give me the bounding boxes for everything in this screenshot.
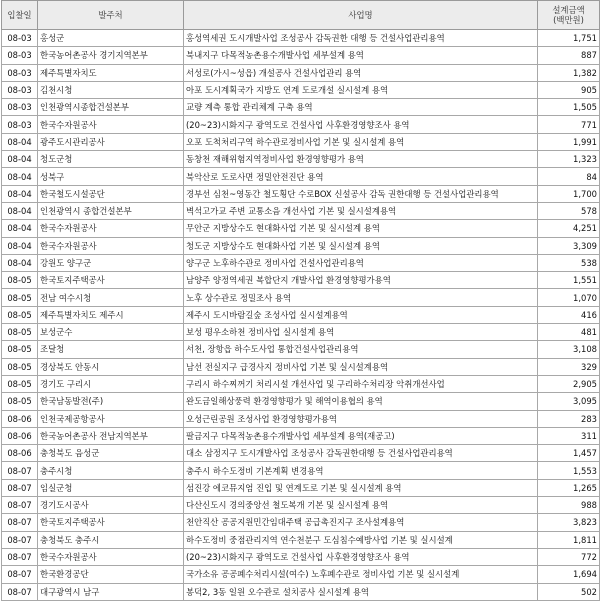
project-cell: 북내지구 다목적농촌용수개발사업 세부설계 용역 [184, 47, 538, 64]
org-cell: 전남 여수시청 [38, 289, 184, 306]
table-row [2, 375, 600, 392]
project-cell: 서천, 장항읍 하수도사업 통합건설사업관리용역 [184, 341, 538, 358]
table-row [2, 237, 600, 254]
amount-cell: 416 [538, 306, 600, 323]
date-cell: 08-03 [2, 81, 38, 98]
org-cell: 성북구 [38, 168, 184, 185]
date-cell: 08-06 [2, 410, 38, 427]
date-cell: 08-07 [2, 583, 38, 600]
org-cell: 한국철도시설공단 [38, 185, 184, 202]
org-cell: 한국농어촌공사 전남지역본부 [38, 427, 184, 444]
table-row [2, 479, 600, 496]
table-row [2, 272, 600, 289]
table-row [2, 393, 600, 410]
amount-cell: 3,108 [538, 341, 600, 358]
project-cell: 보성 평우소하천 정비사업 실시설계 용역 [184, 324, 538, 341]
org-cell: 보성군수 [38, 324, 184, 341]
table-row [2, 445, 600, 462]
date-cell: 08-04 [2, 220, 38, 237]
org-cell: 경상북도 안동시 [38, 358, 184, 375]
bid-table [1, 0, 600, 601]
org-cell: 충청북도 음성군 [38, 445, 184, 462]
date-cell: 08-03 [2, 116, 38, 133]
header-org: 발주처 [38, 1, 184, 30]
project-cell: 다산신도시 경의중앙선 철도복개 기본 및 실시설계 용역 [184, 497, 538, 514]
date-cell: 08-05 [2, 358, 38, 375]
org-cell: 한국수자원공사 [38, 548, 184, 565]
amount-cell: 578 [538, 202, 600, 219]
project-cell: 오포 도척처리구역 하수관로정비사업 기본 및 실시설계 용역 [184, 133, 538, 150]
project-cell: 노후 상수관로 정밀조사 용역 [184, 289, 538, 306]
org-cell: 인천광역시 종합건설본부 [38, 202, 184, 219]
table-row [2, 30, 600, 47]
amount-cell: 1,751 [538, 30, 600, 47]
table-row [2, 133, 600, 150]
header-date: 입찰일 [2, 1, 38, 30]
amount-cell: 772 [538, 548, 600, 565]
table-row [2, 151, 600, 168]
amount-cell: 84 [538, 168, 600, 185]
amount-cell: 905 [538, 81, 600, 98]
project-cell: 교량 계측 통합 관리체계 구축 용역 [184, 99, 538, 116]
amount-cell: 1,551 [538, 272, 600, 289]
org-cell: 한국남동발전(주) [38, 393, 184, 410]
header-amount [538, 1, 600, 30]
amount-cell: 3,823 [538, 514, 600, 531]
date-cell: 08-03 [2, 30, 38, 47]
header-row [2, 1, 600, 30]
amount-cell: 481 [538, 324, 600, 341]
amount-cell: 1,811 [538, 531, 600, 548]
project-cell: 하수도정비 중점관리지역 연수천분구 도심침수예방사업 기본 및 실시설계 [184, 531, 538, 548]
project-cell: 아포 도시계획국가 지방도 연계 도로개설 실시설계 용역 [184, 81, 538, 98]
project-cell: 국가소유 공공폐수처리시설(여수) 노후폐수관로 정비사업 기본 및 실시설계 [184, 566, 538, 583]
date-cell: 08-06 [2, 427, 38, 444]
date-cell: 08-05 [2, 272, 38, 289]
project-cell: 경부선 심천~영동간 철도횡단 수로BOX 신설공사 감독 권한대행 등 건설사업관리용역 [184, 185, 538, 202]
date-cell: 08-05 [2, 393, 38, 410]
project-cell: 팔금지구 다목적농촌용수개발사업 세부설계 용역(재공고) [184, 427, 538, 444]
amount-cell: 887 [538, 47, 600, 64]
table-header [2, 1, 600, 30]
amount-cell: 771 [538, 116, 600, 133]
project-cell: 양구군 노후하수관로 정비사업 건설사업관리용역 [184, 254, 538, 271]
project-cell: 서성로(가시~성읍) 개설공사 건설사업관리 용역 [184, 64, 538, 81]
project-cell: 제주시 도시바람길숲 조성사업 실시설계용역 [184, 306, 538, 323]
table-row [2, 410, 600, 427]
table-row [2, 64, 600, 81]
table-row [2, 341, 600, 358]
org-cell: 청도군청 [38, 151, 184, 168]
project-cell: 북악산로 도로사면 정밀안전진단 용역 [184, 168, 538, 185]
amount-cell: 1,553 [538, 462, 600, 479]
project-cell: 남양주 양정역세권 복합단지 개발사업 환경영향평가용역 [184, 272, 538, 289]
org-cell: 경기도 구리시 [38, 375, 184, 392]
date-cell: 08-04 [2, 254, 38, 271]
org-cell: 강원도 양구군 [38, 254, 184, 271]
table-row [2, 306, 600, 323]
org-cell: 광주도시관리공사 [38, 133, 184, 150]
table-row [2, 81, 600, 98]
org-cell: 인천국제공항공사 [38, 410, 184, 427]
date-cell: 08-03 [2, 64, 38, 81]
amount-cell: 1,382 [538, 64, 600, 81]
date-cell: 08-07 [2, 548, 38, 565]
amount-cell: 1,505 [538, 99, 600, 116]
date-cell: 08-07 [2, 462, 38, 479]
org-cell: 충청북도 충주시 [38, 531, 184, 548]
date-cell: 08-04 [2, 202, 38, 219]
amount-cell: 988 [538, 497, 600, 514]
org-cell: 한국토지주택공사 [38, 514, 184, 531]
amount-cell: 2,905 [538, 375, 600, 392]
org-cell: 홍성군 [38, 30, 184, 47]
org-cell: 인천광역시종합건설본부 [38, 99, 184, 116]
table-row [2, 358, 600, 375]
project-cell: 동창천 재해위험지역정비사업 환경영향평가 용역 [184, 151, 538, 168]
header-project: 사업명 [184, 1, 538, 30]
date-cell: 08-07 [2, 566, 38, 583]
org-cell: 경기도시공사 [38, 497, 184, 514]
amount-cell: 311 [538, 427, 600, 444]
table-row [2, 462, 600, 479]
org-cell: 한국토지주택공사 [38, 272, 184, 289]
header-amount-line2: (백만원) [553, 15, 584, 25]
amount-cell: 1,457 [538, 445, 600, 462]
amount-cell: 4,251 [538, 220, 600, 237]
org-cell: 김천시청 [38, 81, 184, 98]
org-cell: 임실군청 [38, 479, 184, 496]
project-cell: (20~23)시화지구 광역도로 건설사업 사후환경영향조사 용역 [184, 116, 538, 133]
date-cell: 08-04 [2, 133, 38, 150]
date-cell: 08-04 [2, 185, 38, 202]
amount-cell: 3,095 [538, 393, 600, 410]
table-row [2, 254, 600, 271]
table-row [2, 289, 600, 306]
table-row [2, 99, 600, 116]
project-cell: 오성근린공원 조성사업 환경영향평가용역 [184, 410, 538, 427]
amount-cell: 1,694 [538, 566, 600, 583]
date-cell: 08-04 [2, 237, 38, 254]
date-cell: 08-03 [2, 47, 38, 64]
date-cell: 08-07 [2, 479, 38, 496]
date-cell: 08-04 [2, 151, 38, 168]
date-cell: 08-05 [2, 341, 38, 358]
date-cell: 08-05 [2, 306, 38, 323]
project-cell: 남선 전실지구 급경사지 정비사업 기본 및 실시설계용역 [184, 358, 538, 375]
amount-cell: 502 [538, 583, 600, 600]
date-cell: 08-05 [2, 289, 38, 306]
org-cell: 조달청 [38, 341, 184, 358]
amount-cell: 3,309 [538, 237, 600, 254]
table-row [2, 324, 600, 341]
project-cell: 대소 삼정지구 도시개발사업 조성공사 감독권한대행 등 건설사업관리용역 [184, 445, 538, 462]
table-row [2, 548, 600, 565]
org-cell: 제주특별자치도 [38, 64, 184, 81]
project-cell: 섬진강 에코뮤지엄 진입 및 연계도로 기본 및 실시설계 용역 [184, 479, 538, 496]
date-cell: 08-04 [2, 168, 38, 185]
org-cell: 한국환경공단 [38, 566, 184, 583]
project-cell: 청도군 지방상수도 현대화사업 기본 및 실시설계 용역 [184, 237, 538, 254]
org-cell: 한국수자원공사 [38, 237, 184, 254]
table-body [2, 30, 600, 601]
project-cell: 구리시 하수찌꺼기 처리시설 개선사업 및 구리하수처리장 악취개선사업 [184, 375, 538, 392]
org-cell: 한국수자원공사 [38, 220, 184, 237]
date-cell: 08-06 [2, 445, 38, 462]
table-row [2, 531, 600, 548]
project-cell: 봉덕2, 3동 일원 오수관로 설치공사 실시설계 용역 [184, 583, 538, 600]
project-cell: 충주시 하수도정비 기본계획 변경용역 [184, 462, 538, 479]
project-cell: 무안군 지방상수도 현대화사업 기본 및 실시설계 용역 [184, 220, 538, 237]
table-row [2, 566, 600, 583]
date-cell: 08-05 [2, 324, 38, 341]
table-row [2, 427, 600, 444]
amount-cell: 1,700 [538, 185, 600, 202]
org-cell: 한국농어촌공사 경기지역본부 [38, 47, 184, 64]
date-cell: 08-07 [2, 531, 38, 548]
table-row [2, 220, 600, 237]
org-cell: 한국수자원공사 [38, 116, 184, 133]
date-cell: 08-07 [2, 514, 38, 531]
project-cell: 천안직산 공공지원민간임대주택 공급촉진지구 조사설계용역 [184, 514, 538, 531]
table-row [2, 202, 600, 219]
org-cell: 제주특별자치도 제주시 [38, 306, 184, 323]
date-cell: 08-07 [2, 497, 38, 514]
table-row [2, 583, 600, 600]
amount-cell: 283 [538, 410, 600, 427]
date-cell: 08-03 [2, 99, 38, 116]
date-cell: 08-05 [2, 375, 38, 392]
table-row [2, 47, 600, 64]
project-cell: 홍성역세권 도시개발사업 조성공사 감독권한 대행 등 건설사업관리용역 [184, 30, 538, 47]
org-cell: 대구광역시 남구 [38, 583, 184, 600]
amount-cell: 1,323 [538, 151, 600, 168]
project-cell: (20~23)시화지구 광역도로 건설사업 사후환경영향조사 용역 [184, 548, 538, 565]
table-row [2, 497, 600, 514]
amount-cell: 538 [538, 254, 600, 271]
amount-cell: 1,070 [538, 289, 600, 306]
project-cell: 벽석고가교 주변 교통소음 개선사업 기본 및 실시설계용역 [184, 202, 538, 219]
table-row [2, 168, 600, 185]
project-cell: 완도금일해상풍력 환경영향평가 및 해역이용협의 용역 [184, 393, 538, 410]
amount-cell: 329 [538, 358, 600, 375]
header-amount-line1: 설계금액 [552, 5, 585, 15]
table-row [2, 514, 600, 531]
amount-cell: 1,265 [538, 479, 600, 496]
amount-cell: 1,991 [538, 133, 600, 150]
table-row [2, 116, 600, 133]
table-row [2, 185, 600, 202]
org-cell: 충주시청 [38, 462, 184, 479]
